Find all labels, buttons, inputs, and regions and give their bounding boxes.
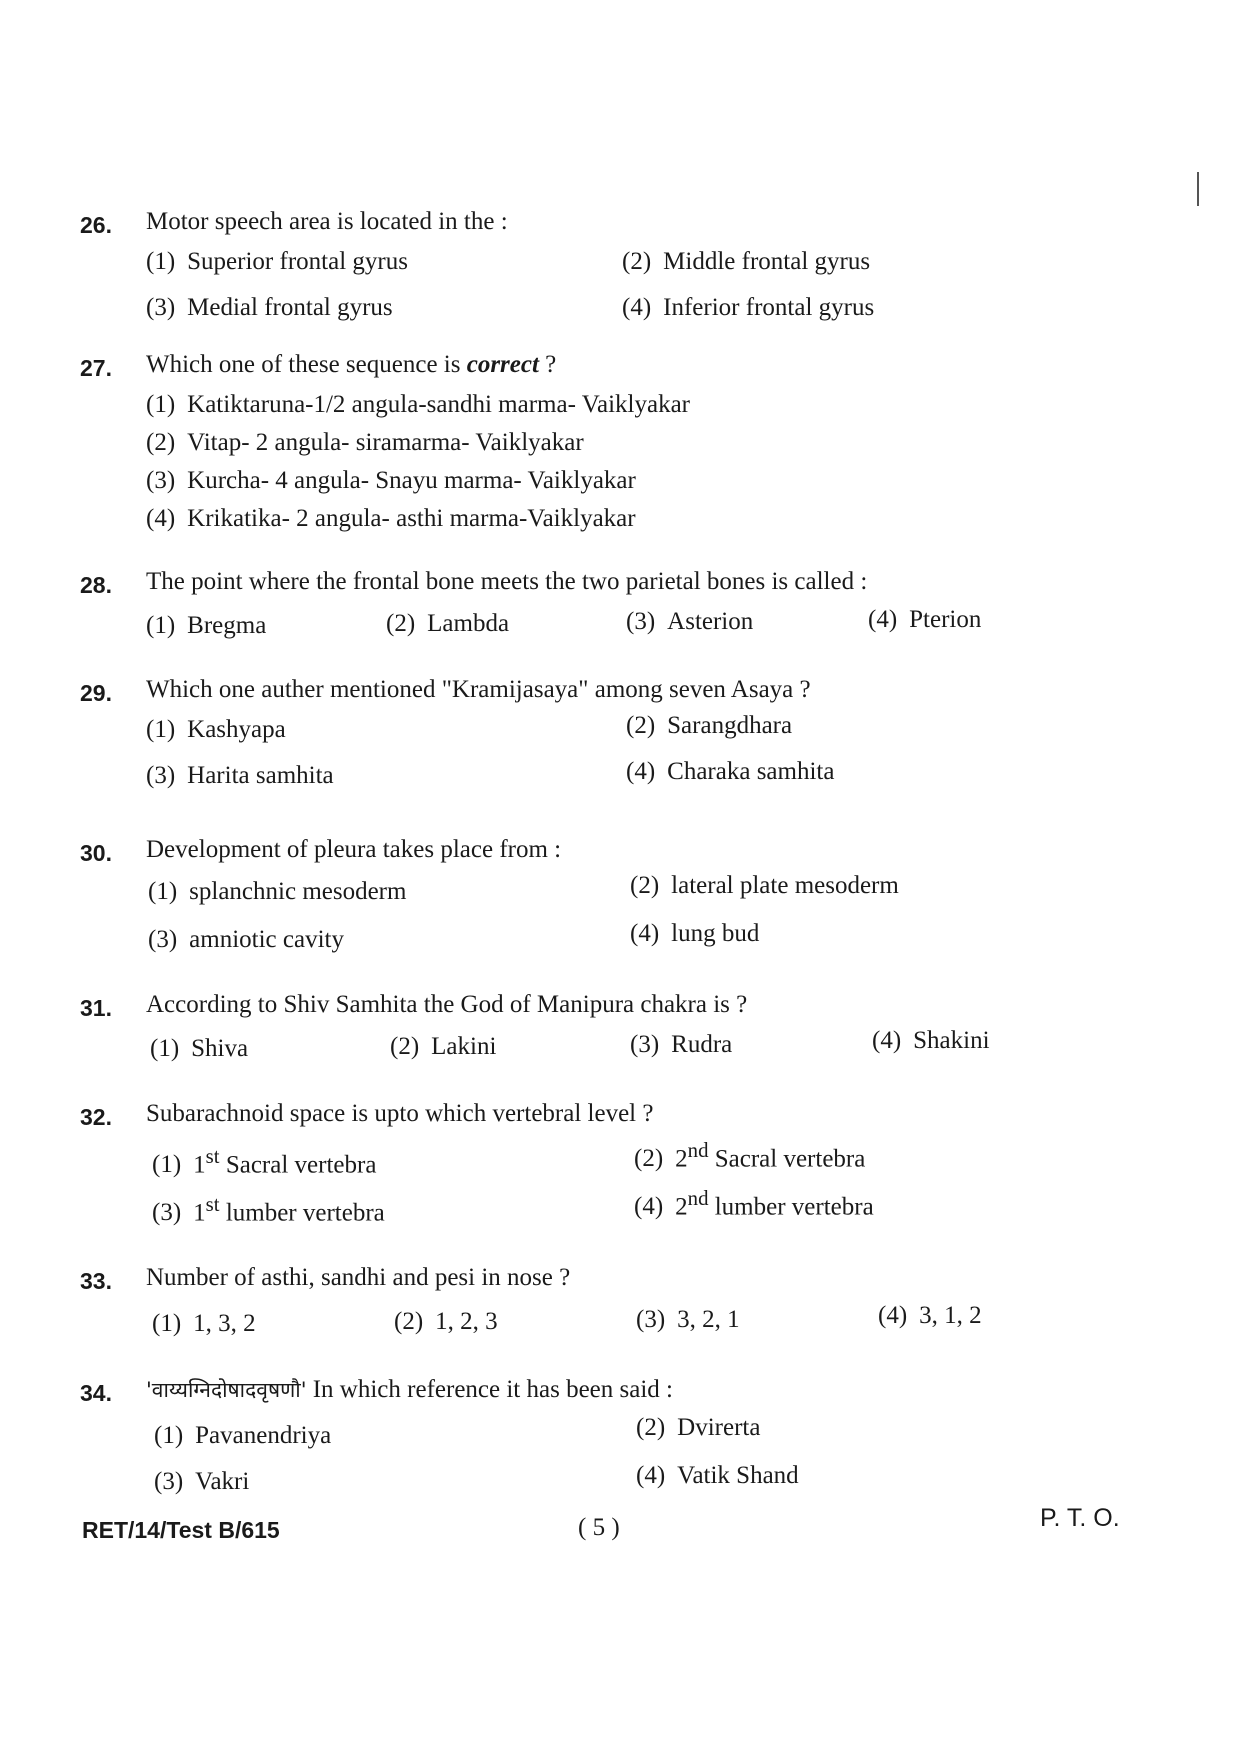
option-4: (4) 3, 1, 2	[878, 1302, 982, 1329]
option-1: (1) Shiva	[150, 1035, 249, 1062]
option-4: (4) Charaka samhita	[626, 758, 835, 785]
option-3: (3) Rudra	[630, 1031, 733, 1058]
option-1: (1) 1, 3, 2	[152, 1310, 256, 1337]
option-1: (1) Pavanendriya	[154, 1422, 332, 1449]
question-number: 34.	[80, 1380, 112, 1406]
question-text: Number of asthi, sandhi and pesi in nose ?	[146, 1264, 571, 1291]
sanskrit-quote: 'वाय्यग्निदोषादवृषणौ'	[146, 1378, 307, 1402]
test-code: RET/14/Test B/615	[82, 1517, 280, 1543]
option-4: (4) Krikatika- 2 angula- asthi marma-Vaiklyakar	[146, 505, 636, 532]
scan-edge-mark	[1197, 172, 1199, 206]
option-1: (1) Kashyapa	[146, 716, 286, 743]
option-2: (2) Sarangdhara	[626, 712, 793, 739]
option-3: (3) Asterion	[626, 608, 754, 635]
option-2: (2) Middle frontal gyrus	[622, 248, 871, 275]
option-4: (4) 2nd lumber vertebra	[634, 1186, 874, 1221]
pto-label: P. T. O.	[1040, 1504, 1120, 1532]
option-4: (4) Vatik Shand	[636, 1462, 799, 1489]
question-26	[80, 208, 1020, 342]
option-3: (3) Medial frontal gyrus	[146, 294, 393, 321]
question-text: The point where the frontal bone meets the two parietal bones is called :	[146, 568, 868, 595]
option-2: (2) lateral plate mesoderm	[630, 872, 899, 899]
question-number: 27.	[80, 355, 112, 381]
option-1: (1) Superior frontal gyrus	[146, 248, 408, 275]
question-number: 29.	[80, 680, 112, 706]
option-3: (3) Harita samhita	[146, 762, 334, 789]
question-number: 28.	[80, 572, 112, 598]
option-1: (1) splanchnic mesoderm	[148, 878, 407, 905]
question-number: 33.	[80, 1268, 112, 1294]
option-3: (3) Vakri	[154, 1468, 250, 1495]
option-4: (4) lung bud	[630, 920, 760, 947]
question-text: Which one of these sequence is correct ?	[146, 351, 557, 378]
option-2: (2) Dvirerta	[636, 1414, 761, 1441]
question-27	[80, 351, 1020, 551]
question-number: 32.	[80, 1104, 112, 1130]
option-1: (1) Bregma	[146, 612, 267, 639]
option-4: (4) Pterion	[868, 606, 982, 633]
question-31	[80, 991, 1020, 1071]
question-text: Development of pleura takes place from :	[146, 836, 562, 863]
question-33	[80, 1264, 1020, 1344]
question-28	[80, 568, 1020, 648]
question-34	[80, 1376, 1020, 1510]
option-3: (3) 1st lumber vertebra	[152, 1192, 385, 1227]
option-1: (1) 1st Sacral vertebra	[152, 1144, 377, 1179]
question-text: According to Shiv Samhita the God of Manipura chakra is ?	[146, 991, 748, 1018]
question-number: 31.	[80, 995, 112, 1021]
option-4: (4) Inferior frontal gyrus	[622, 294, 875, 321]
option-2: (2) Lambda	[386, 610, 510, 637]
option-3: (3) 3, 2, 1	[636, 1306, 740, 1333]
option-1: (1) Katiktaruna-1/2 angula-sandhi marma- Vaiklyakar	[146, 391, 690, 418]
option-3: (3) amniotic cavity	[148, 926, 344, 953]
question-text: Motor speech area is located in the :	[146, 208, 508, 235]
question-text: 'वाय्यग्निदोषादवृषणौ' In which reference it has been said :	[146, 1376, 673, 1403]
option-2: (2) 1, 2, 3	[394, 1308, 498, 1335]
question-number: 26.	[80, 212, 112, 238]
option-2: (2) Lakini	[390, 1033, 497, 1060]
option-2: (2) Vitap- 2 angula- siramarma- Vaiklyakar	[146, 429, 584, 456]
option-4: (4) Shakini	[872, 1027, 990, 1054]
question-30	[80, 836, 1020, 970]
page-number: ( 5 )	[578, 1514, 620, 1541]
option-3: (3) Kurcha- 4 angula- Snayu marma- Vaiklyakar	[146, 467, 636, 494]
question-32	[80, 1100, 1020, 1234]
question-29	[80, 676, 1020, 810]
question-number: 30.	[80, 840, 112, 866]
emphasis-correct: correct	[466, 351, 539, 378]
question-text: Subarachnoid space is upto which vertebral level ?	[146, 1100, 654, 1127]
question-text: Which one auther mentioned "Kramijasaya" among seven Asaya ?	[146, 676, 811, 703]
option-2: (2) 2nd Sacral vertebra	[634, 1138, 866, 1173]
